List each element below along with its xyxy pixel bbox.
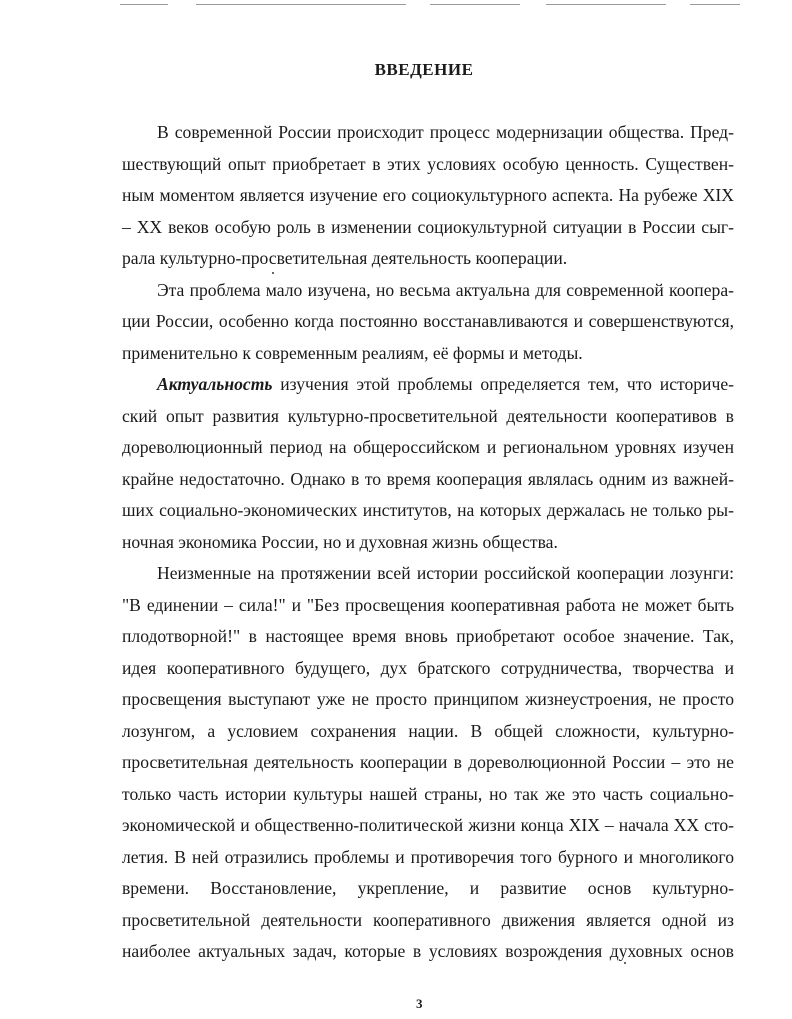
- text-line: ции России, особенно когда постоянно восстанавливаются и совершенствуются,: [122, 311, 734, 331]
- text-line: идея кооперативного будущего, дух братского сотрудничества, творчества и: [122, 657, 734, 678]
- text-line: просвещения выступают уже не просто принципом жизнеустроения, не просто: [122, 689, 734, 709]
- scan-edge-artifact: [0, 0, 792, 12]
- text-line: плодотворной!" в настоящее время вновь приобретают особое значение. Так,: [122, 626, 734, 646]
- text-line: дореволюционный период на общероссийском и региональном уровнях изучен: [122, 437, 734, 457]
- paragraph-2: [122, 275, 734, 370]
- text-line: применительно к современным реалиям, её формы и методы.: [122, 342, 583, 363]
- text-line: летия. В ней отразились проблемы и противоречия того бурного и многоликого: [122, 846, 734, 867]
- text-line: В современной России происходит процесс модернизации общества. Пред-: [157, 122, 734, 142]
- text-line: Эта проблема мало изучена, но весьма актуальна для современной коопера-: [157, 279, 734, 300]
- text-line: ночная экономика России, но и духовная жизнь общества.: [122, 531, 558, 552]
- body-text: [122, 117, 734, 968]
- text-line: крайне недостаточно. Однако в то время кооперация являлась одним из важней-: [122, 468, 734, 489]
- paragraph-1: [122, 117, 734, 275]
- page-number: 3: [416, 996, 423, 1011]
- text-line: [122, 369, 734, 401]
- text-line: экономической и общественно-политической жизни конца XIX – начала XX сто-: [122, 815, 734, 835]
- text-line: рала культурно-просветительная деятельность кооперации.: [122, 248, 568, 268]
- text-line: ский опыт развития культурно-просветительной деятельности кооперативов в: [122, 405, 734, 426]
- paragraph-4: [122, 558, 734, 968]
- paragraph-3: [122, 369, 734, 558]
- text-line: Неизменные на протяжении всей истории российской кооперации лозунги:: [157, 563, 734, 583]
- text-line: только часть истории культуры нашей страны, но так же это часть социально-: [122, 783, 734, 804]
- text-line: времени. Восстановление, укрепление, и развитие основ культурно-: [122, 878, 734, 898]
- page-title: ВВЕДЕНИЕ: [374, 60, 474, 79]
- text-line: просветительная деятельность кооперации в дореволюционной России – это не: [122, 752, 734, 772]
- text-line: просветительной деятельности кооперативного движения является одной из: [122, 909, 734, 930]
- text-run: изучения этой проблемы определяется тем, что историче-: [272, 374, 734, 394]
- lead-term: Актуальность: [157, 374, 273, 394]
- text-line: лозунгом, а условием сохранения нации. В общей сложности, культурно-: [122, 720, 734, 741]
- text-line: наиболее актуальных задач, которые в условиях возрождения духовных основ: [122, 941, 734, 961]
- text-line: шествующий опыт приобретает в этих условиях особую ценность. Существен-: [122, 153, 734, 174]
- scan-speck: [624, 962, 626, 964]
- scan-speck: [272, 272, 274, 274]
- text-line: – XX веков особую роль в изменении социокультурной ситуации в России сыг-: [122, 216, 734, 237]
- text-line: "В единении – сила!" и "Без просвещения кооперативная работа не может быть: [122, 594, 734, 615]
- text-line: ным моментом является изучение его социокультурного аспекта. На рубеже XIX: [122, 185, 734, 205]
- text-line: ших социально-экономических институтов, на которых держалась не только ры-: [122, 500, 734, 520]
